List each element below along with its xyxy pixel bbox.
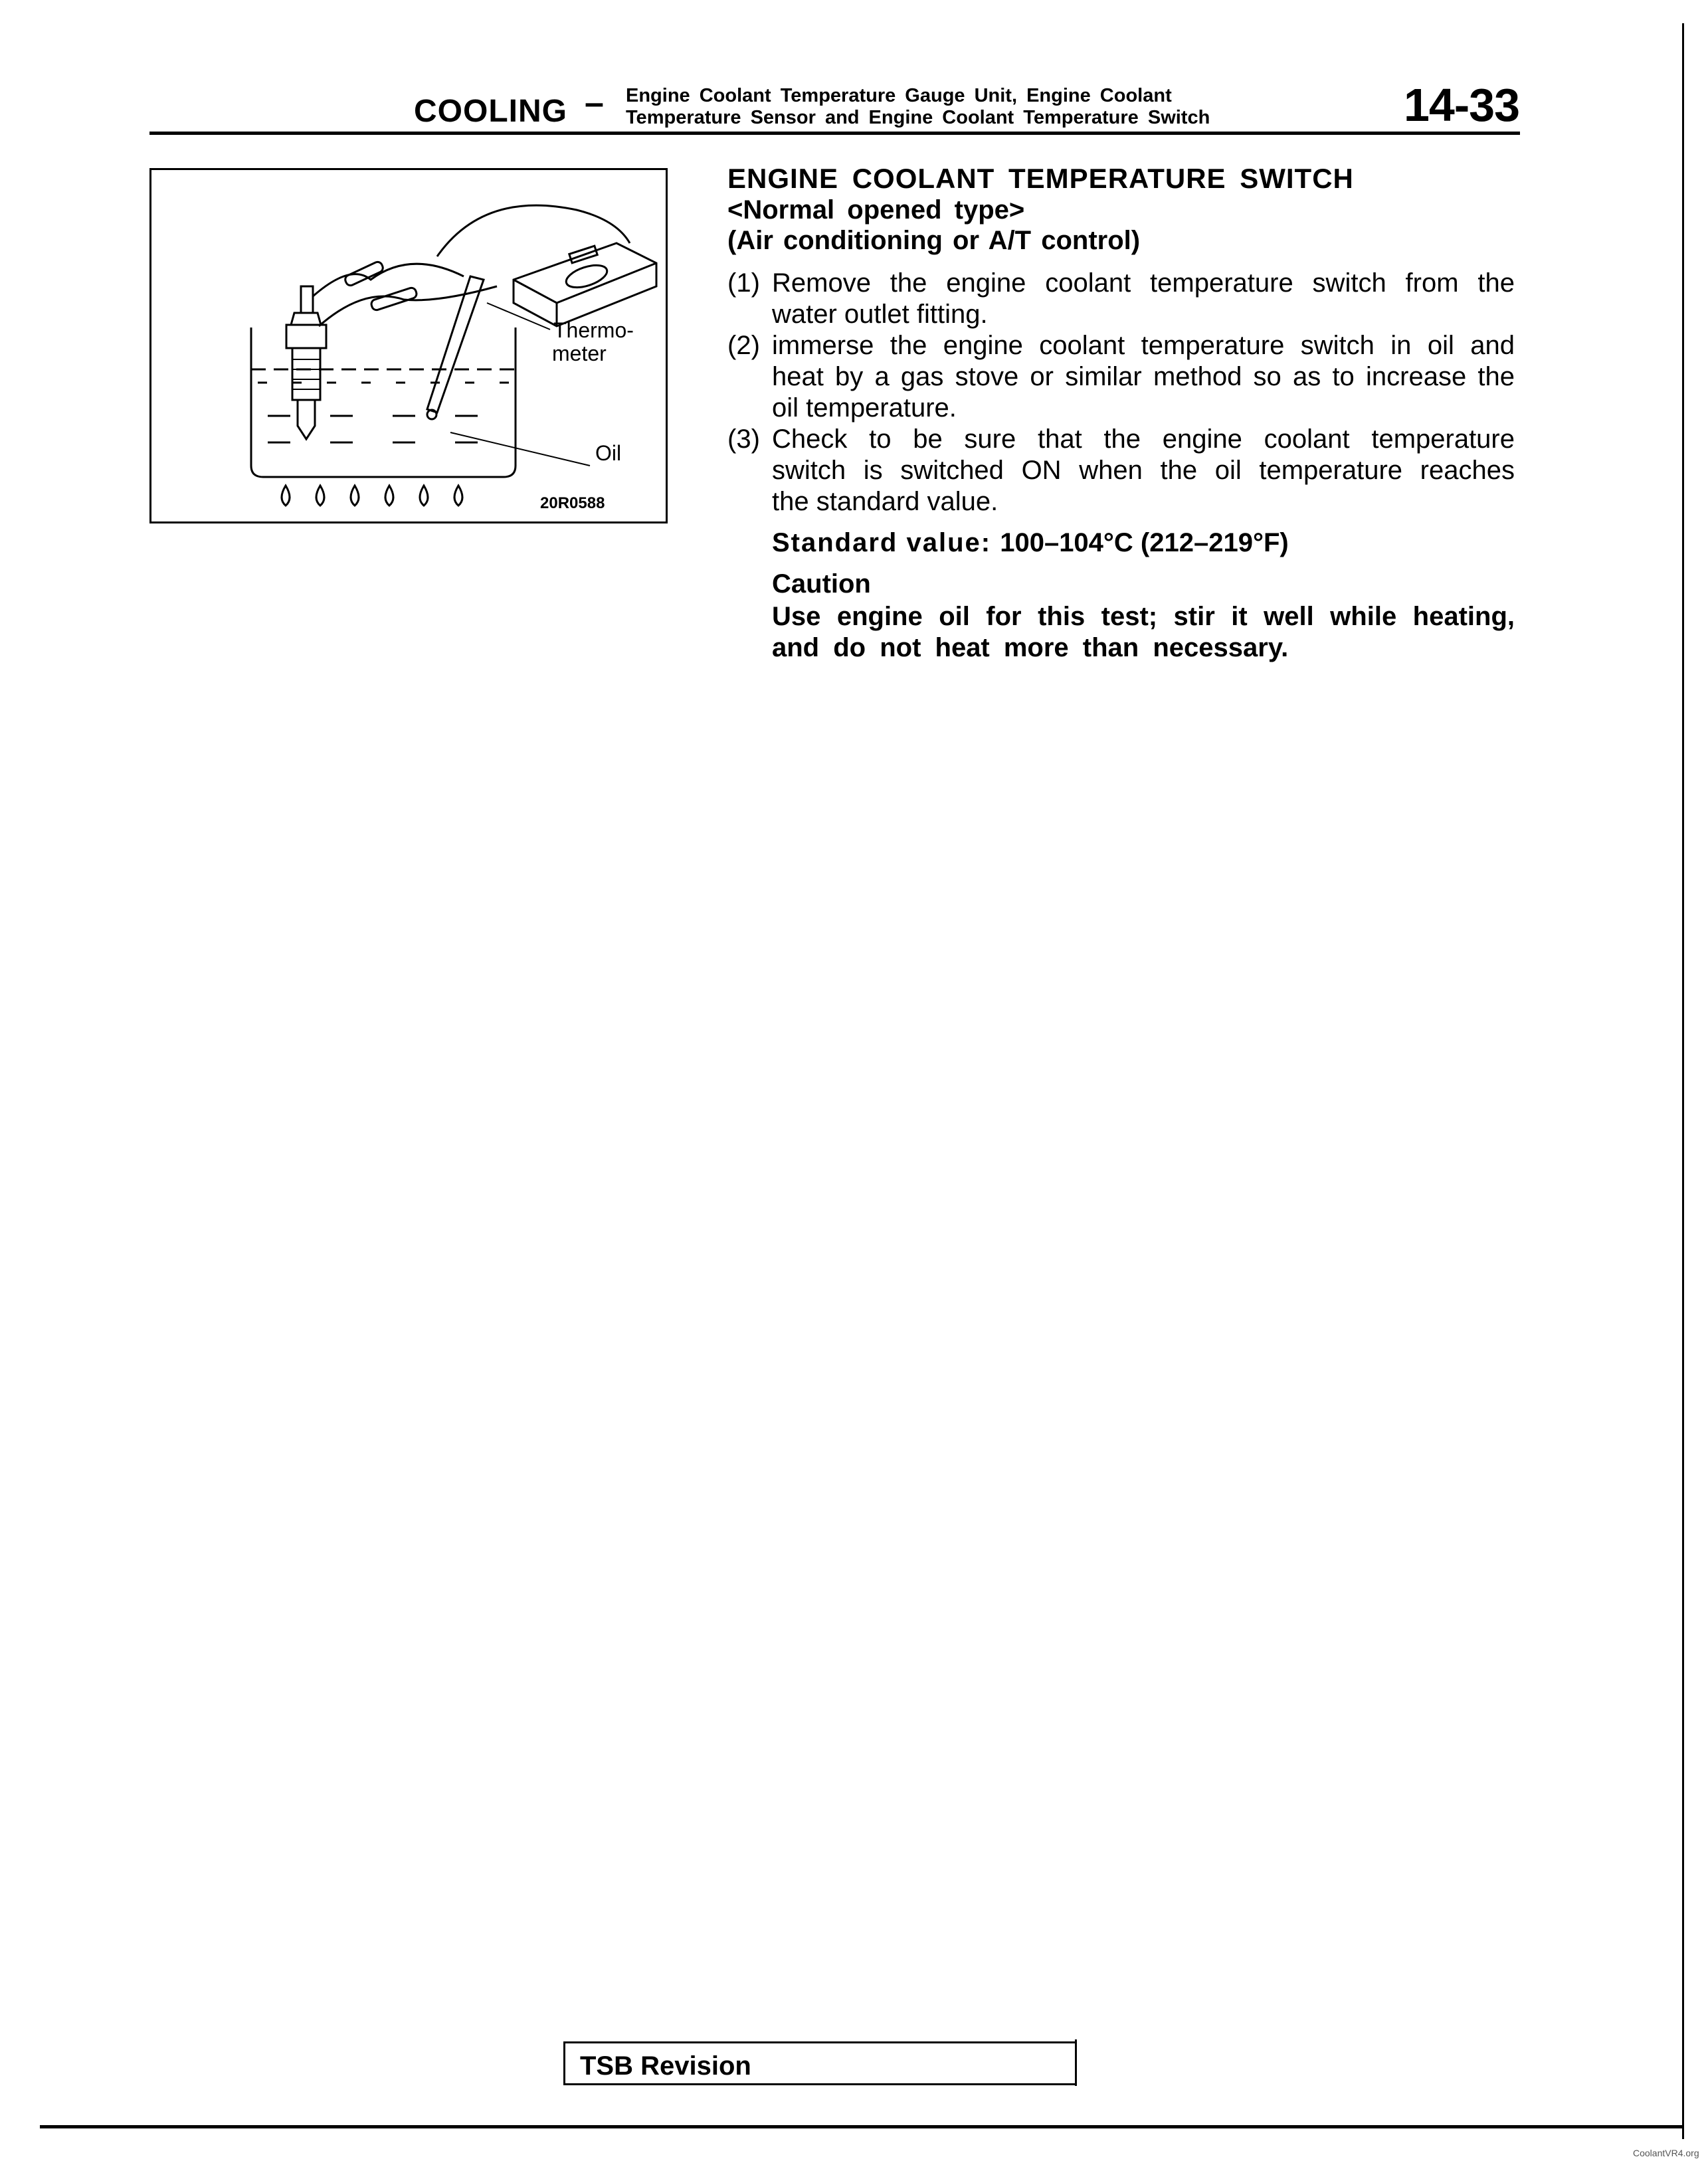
lead-clip-2 (370, 287, 418, 312)
page-number: 14-33 (1404, 79, 1520, 131)
switch-nut-top (291, 313, 321, 325)
header-rule (149, 132, 1520, 135)
header-subtitle-line-1: Engine Coolant Temperature Gauge Unit, Engine Coolant (626, 85, 1172, 106)
thermometer-pointer (487, 303, 550, 329)
thermometer-label-line-2: meter (552, 341, 607, 365)
section-heading: ENGINE COOLANT TEMPERATURE SWITCH (727, 163, 1354, 194)
section-title: COOLING (414, 94, 567, 129)
caution-line: Use engine oil for this test; stir it well while heating, (772, 602, 1515, 631)
header-dash: – (585, 84, 604, 122)
step-number: (2) (727, 331, 760, 360)
step-number: (1) (727, 268, 760, 298)
switch-terminal (301, 286, 313, 313)
step-line: switch is switched ON when the oil temperature reaches (772, 456, 1515, 485)
step-line: immerse the engine coolant temperature switch in oil and (772, 331, 1515, 360)
caution-text (772, 601, 1515, 664)
oil-pointer (450, 432, 590, 466)
section-subheading-application: (Air conditioning or A/T control) (727, 226, 1141, 255)
tsb-revision-box-edge (1075, 2039, 1077, 2086)
caution-line: and do not heat more than necessary. (772, 633, 1289, 662)
figure-code: 20R0588 (540, 494, 605, 512)
ohmmeter (514, 243, 656, 326)
switch-probe (298, 400, 315, 439)
step-line: Remove the engine coolant temperature switch from the (772, 268, 1515, 298)
standard-value-figure: 100–104°C (212–219°F) (1000, 528, 1289, 557)
ohmmeter-dial (563, 261, 610, 292)
switch-thread (292, 348, 320, 400)
footer-rule (40, 2125, 1683, 2128)
oil-label: Oil (595, 441, 622, 465)
standard-value (772, 528, 1289, 558)
burner-flames (282, 486, 462, 506)
header-subtitle (626, 85, 1210, 129)
watermark: CoolantVR4.org (1633, 2148, 1699, 2158)
lead-clip-1 (343, 260, 384, 287)
header-subtitle-line-2: Temperature Sensor and Engine Coolant Temperature Switch (626, 107, 1210, 128)
figure-thermometer-oil-test (149, 168, 668, 523)
step-line: heat by a gas stove or similar method so as to increase the (772, 362, 1515, 391)
oil-container (251, 328, 516, 477)
step-number: (3) (727, 424, 760, 454)
standard-value-label: Standard value: (772, 528, 992, 557)
step-line: oil temperature. (772, 393, 957, 422)
right-margin-rule (1682, 23, 1684, 2139)
test-lead-1 (313, 264, 464, 296)
step-line: Check to be sure that the engine coolant temperature (772, 424, 1515, 454)
thermometer-label-line-1: Thermo- (553, 318, 634, 342)
section-subheading-type: <Normal opened type> (727, 195, 1025, 225)
tsb-revision-label: TSB Revision (580, 2051, 751, 2081)
caution-title: Caution (772, 569, 871, 599)
switch-hex-nut (286, 325, 326, 348)
step-line: the standard value. (772, 487, 998, 516)
step-line: water outlet fitting. (772, 300, 988, 329)
